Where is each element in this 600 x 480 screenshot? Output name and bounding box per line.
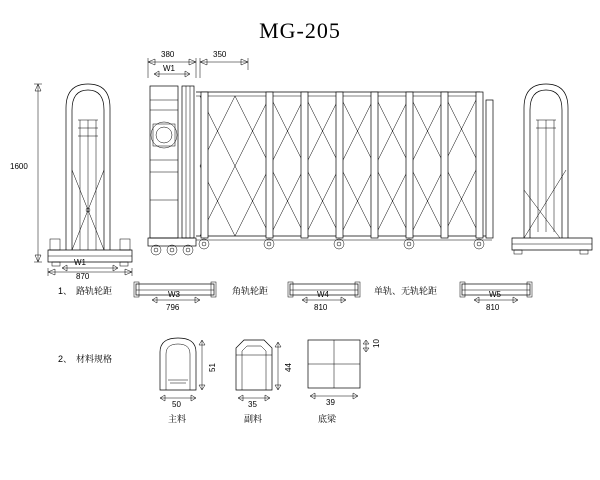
lattice-post: [264, 92, 274, 249]
material-1-caption: 主料: [168, 414, 187, 424]
note-2-label: 材料规格: [76, 354, 113, 364]
dim-w1-base: [62, 265, 118, 271]
track-3-code: W5: [489, 290, 501, 299]
track-2-value: 810: [314, 303, 328, 312]
track-3-value: 810: [486, 303, 500, 312]
dim-label-870: 870: [76, 272, 90, 281]
track-1-value: 796: [166, 303, 180, 312]
track-1-code: W3: [168, 290, 180, 299]
dim-870: [48, 268, 132, 276]
lattice-post: [404, 92, 414, 249]
material-2-width: 35: [248, 400, 257, 409]
track-2-name: 角轨轮距: [232, 286, 269, 296]
material-1-height: 51: [208, 363, 217, 372]
dim-label-380: 380: [161, 50, 175, 59]
dim-1600: [34, 84, 42, 262]
material-profile-beam: [308, 340, 369, 399]
material-2-caption: 副料: [244, 414, 263, 424]
dim-label-350: 350: [213, 50, 227, 59]
dim-350: [200, 58, 248, 78]
dim-label-1600: 1600: [10, 162, 28, 171]
lattice-post: [199, 92, 209, 249]
track-2-code: W4: [317, 290, 329, 299]
note-1-label: 路轨轮距: [76, 286, 113, 296]
note-1-index: 1、: [58, 286, 73, 296]
lattice-post: [334, 92, 344, 249]
lattice-post: [441, 92, 448, 238]
lattice-post: [301, 92, 308, 238]
material-profile-secondary: [236, 340, 281, 401]
material-1-width: 50: [172, 400, 181, 409]
page-title: MG-205: [259, 18, 341, 43]
left-post-assembly: [48, 84, 132, 266]
scissor-lattice: [196, 92, 493, 249]
material-3-height: 10: [372, 339, 381, 348]
material-2-height: 44: [284, 363, 293, 372]
right-post-assembly: [512, 84, 592, 254]
material-3-caption: 底梁: [318, 414, 337, 424]
note-2-index: 2、: [58, 354, 73, 364]
material-3-width: 39: [326, 398, 335, 407]
material-profile-main: [160, 338, 205, 401]
dim-label-w1-base: W1: [74, 258, 86, 267]
dim-label-w1-top: W1: [163, 64, 175, 73]
drive-unit: [148, 86, 196, 255]
track-3-name: 单轨、无轨轮距: [374, 286, 438, 296]
lattice-post: [371, 92, 378, 238]
